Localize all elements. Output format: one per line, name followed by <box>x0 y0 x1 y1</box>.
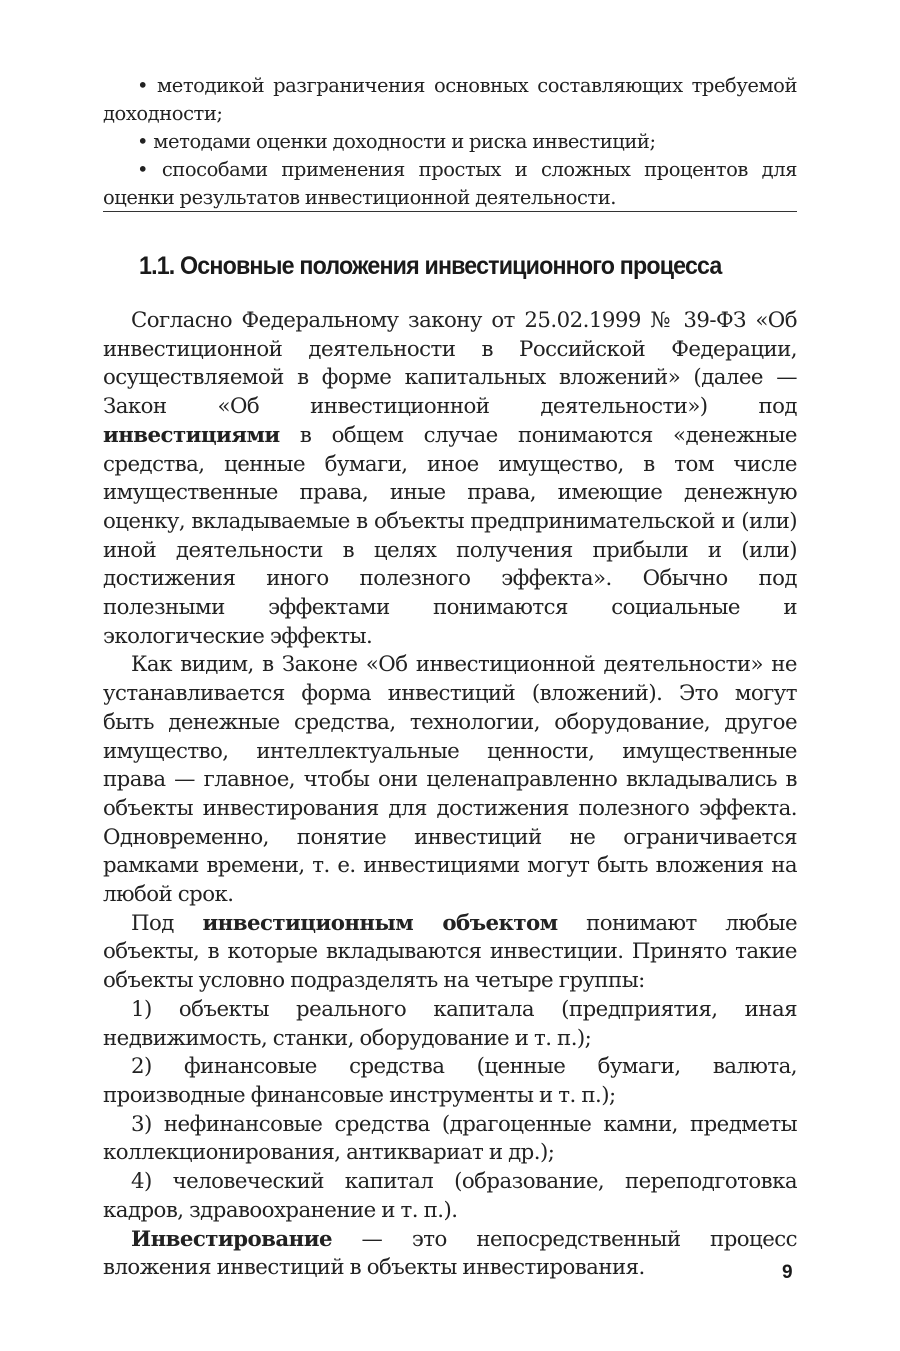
paragraph-investment-forms: Как видим, в Законе «Об инвестиционной деятельности» не устанавливается форма инвестиций (вложений). Это могут быть денежные средства, технологии, оборудование, другое имущество, интеллектуальные ценности, имущественные права — главное, чтобы они целенаправленно вкладывались в объекты инвестирования для достижения полезного эффекта. Одновременно, понятие инвестиций не ограничивается рамками времени, т. е. инвестициями могут быть вложения на любой срок. <box>103 652 797 908</box>
section-heading: 1.1. Основные положения инвестиционного процесса <box>139 252 722 280</box>
list-item-real-capital: 1) объекты реального капитала (предприятия, иная недвижимость, станки, оборудование и т. п.); <box>103 996 797 1051</box>
paragraph-investing-definition: Инвестирование — это непосредственный процесс вложения инвестиций в объекты инвестирования. <box>103 1226 797 1281</box>
list-item-nonfinancial-assets: 3) нефинансовые средства (драгоценные камни, предметы коллекционирования, антиквариат и др.); <box>103 1111 797 1166</box>
term-investments: инвестициями <box>103 422 280 448</box>
bullet-item: • способами применения простых и сложных процентов для оценки результатов инвестиционной деятельности. <box>103 158 797 209</box>
section-divider <box>103 211 797 212</box>
bullet-item: • методикой разграничения основных составляющих требуемой доходности; <box>103 74 797 125</box>
section-body <box>103 307 797 1283</box>
page-number: 9 <box>782 1262 793 1283</box>
term-investing: Инвестирование <box>131 1226 332 1252</box>
paragraph-investments-definition: Согласно Федеральному закону от 25.02.1999 № 39-ФЗ «Об инвестиционной деятельности в Российской Федерации, осуществляемой в форме капитальных вложений» (далее — Закон «Об инвестиционной деятельности») под инвестициями в общем случае понимаются «денежные средства, ценные бумаги, иное имущество, в том числе имущественные права, иные права, имеющие денежную оценку, вкладываемые в объекты предпринимательской и (или) иной деятельности в целях получения прибыли и (или) достижения иного полезного эффекта». Обычно под полезными эффектами понимаются социальные и экологические эффекты. <box>103 308 797 649</box>
bullet-list <box>103 72 797 212</box>
list-item-human-capital: 4) человеческий капитал (образование, переподготовка кадров, здравоохранение и т. п.). <box>103 1169 797 1223</box>
paragraph-investment-object: Под инвестиционным объектом понимают любые объекты, в которые вкладываются инвестиции. Принято такие объекты условно подразделять на четыре группы: <box>103 910 797 994</box>
list-item-financial-assets: 2) финансовые средства (ценные бумаги, валюта, производные финансовые инструменты и т. п.); <box>103 1054 797 1108</box>
bullet-item: • методами оценки доходности и риска инвестиций; <box>137 130 656 153</box>
term-investment-object: инвестиционным объектом <box>202 910 558 936</box>
